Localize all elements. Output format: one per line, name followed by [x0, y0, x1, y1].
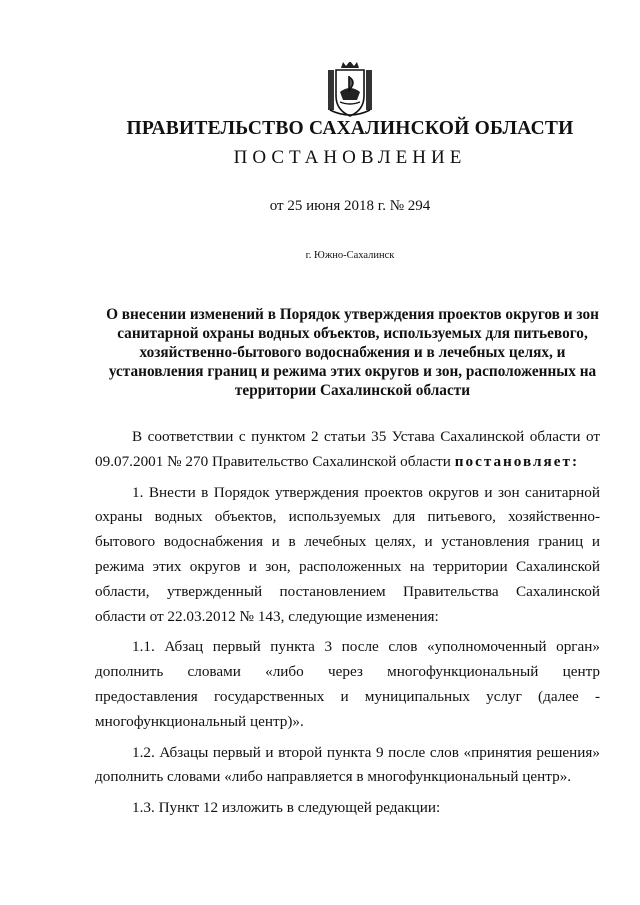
document-city: г. Южно-Сахалинск: [305, 250, 395, 261]
item-1: 1. Внести в Порядок утверждения проектов округов и зон санитарной охраны водных объектов, используемых для питьевого, хозяйственно-бытового водоснабжения и в лечебных целях, и установления границ и режима этих округов и зон, расположенных на территории Сахалинской области, утвержденный постановлением Правительства Сахалинской области от 22.03.2012 № 143, следующие изменения:: [95, 483, 600, 625]
intro-text: В соответствии с пунктом 2 статьи 35 Устава Сахалинской области от 09.07.2001 № 270 Правительство Сахалинской области: [95, 428, 600, 470]
document-subject: [80, 305, 625, 400]
item-1-2: 1.2. Абзацы первый и второй пункта 9 после слов «принятия решения» дополнить словами «либо направляется в многофункциональный центр».: [95, 743, 600, 786]
subject-line: санитарной охраны водных объектов, используемых для питьевого,: [117, 325, 588, 342]
subject-line: территории Сахалинской области: [234, 382, 471, 399]
document-type: ПОСТАНОВЛЕНИЕ: [233, 147, 467, 168]
item-1-3: 1.3. Пункт 12 изложить в следующей редакции:: [132, 799, 441, 817]
document-body: [95, 425, 600, 825]
subject-line: О внесении изменений в Порядок утверждения проектов округов и зон: [106, 306, 599, 323]
intro-paragraph: [95, 425, 600, 475]
subject-line: хозяйственно-бытового водоснабжения и в лечебных целях, и: [139, 344, 566, 361]
sakhalin-coat-of-arms-icon: [327, 62, 373, 118]
document-date-number: от 25 июня 2018 г. № 294: [269, 198, 431, 214]
intro-verb: постановляет:: [454, 452, 580, 470]
subject-line: установления границ и режима этих округов и зон, расположенных на: [108, 363, 597, 380]
item-1-1: 1.1. Абзац первый пункта 3 после слов «уполномоченный орган» дополнить словами «либо через многофункциональный центр предоставления государственных и муниципальных услуг (далее - многофункциональный центр)».: [95, 638, 600, 730]
government-title: ПРАВИТЕЛЬСТВО САХАЛИНСКОЙ ОБЛАСТИ: [126, 118, 574, 139]
